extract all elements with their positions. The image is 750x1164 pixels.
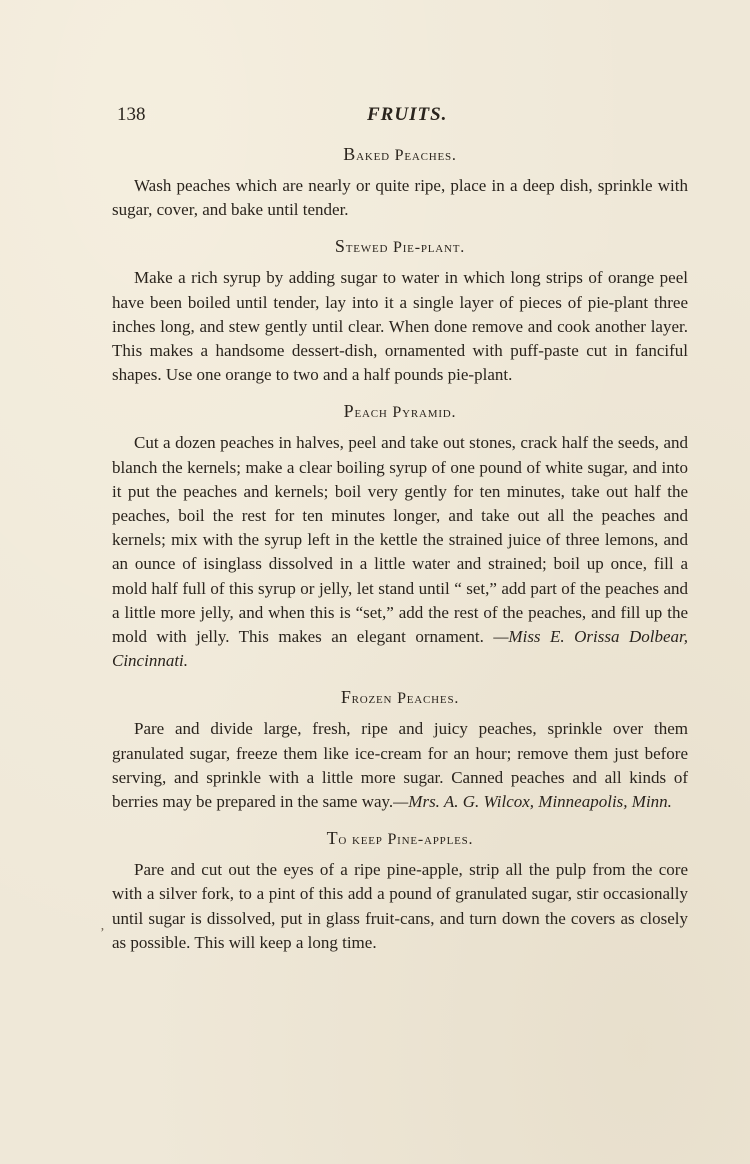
running-title: FRUITS. <box>367 104 448 125</box>
recipe-title: Stewed Pie-plant. <box>334 236 466 257</box>
recipe-body <box>112 858 688 955</box>
recipe-attribution: —Miss E. Orissa Dolbear, Cincinnati. <box>112 627 688 671</box>
recipe-frozen-peaches <box>112 687 688 814</box>
recipe-title: To keep Pine-apples. <box>326 828 474 849</box>
recipe-title: Peach Pyramid. <box>343 401 457 422</box>
recipe-body <box>112 266 688 387</box>
recipe-body <box>112 717 688 814</box>
book-page <box>112 100 688 955</box>
page-number: 138 <box>117 104 146 125</box>
recipe-body <box>112 174 688 222</box>
recipe-keep-pine-apples <box>112 828 688 955</box>
recipe-text: Make a rich syrup by adding sugar to water in which long strips of orange peel have been boiled until tender, lay into it a single layer of pieces of pie-plant three inches long, and stew gently until clear. When done remove and cook another layer. This makes a handsome dessert-dish, ornamented with puff-paste cut in fanciful shapes. Use one orange to two and a half pounds pie-plant. <box>112 268 688 385</box>
recipe-stewed-pie-plant <box>112 236 688 387</box>
recipe-text: Cut a dozen peaches in halves, peel and take out stones, crack half the seeds, and blanch the kernels; make a clear boiling syrup of one pound of white sugar, and into it put the peaches and kernels; boil very gently for ten minutes, take out half the peaches, boil the rest for ten minutes longer, and take out all the peaches and kernels; mix with the syrup left in the kettle the strained juice of three lemons, and an ounce of isinglass dissolved in a little water and strained; boil up once, fill a mold half full of this syrup or jelly, let stand until “ set,” add part of the peaches and a little more jelly, and when this is “set,” add the rest of the peaches, and fill up the mold with jelly. This makes an elegant ornament. <box>112 433 688 647</box>
recipe-attribution: —Mrs. A. G. Wilcox, Minneapolis, Minn. <box>393 792 672 812</box>
recipe-text: Pare and divide large, fresh, ripe and juicy peaches, sprinkle over them granulated sugar, freeze them like ice-cream for an hour; remove them just before serving, and sprinkle with a little more sugar. Canned peaches and all kinds of berries may be prepared in the same way. <box>112 719 688 812</box>
recipe-peach-pyramid <box>112 401 688 673</box>
recipe-baked-peaches <box>112 144 688 222</box>
recipe-body <box>112 431 688 673</box>
recipe-text: Wash peaches which are nearly or quite ripe, place in a deep dish, sprinkle with sugar, cover, and bake until tender. <box>112 176 688 220</box>
margin-mark: ’ <box>100 926 105 941</box>
running-head <box>112 100 688 130</box>
recipe-title: Baked Peaches. <box>343 144 457 164</box>
recipe-text: Pare and cut out the eyes of a ripe pine-apple, strip all the pulp from the core with a silver fork, to a pint of this add a pound of granulated sugar, stir occasionally until sugar is dissolved, put in glass fruit-cans, and turn down the covers as closely as possible. This will keep a long time. <box>112 860 688 952</box>
recipe-title: Frozen Peaches. <box>340 687 460 708</box>
